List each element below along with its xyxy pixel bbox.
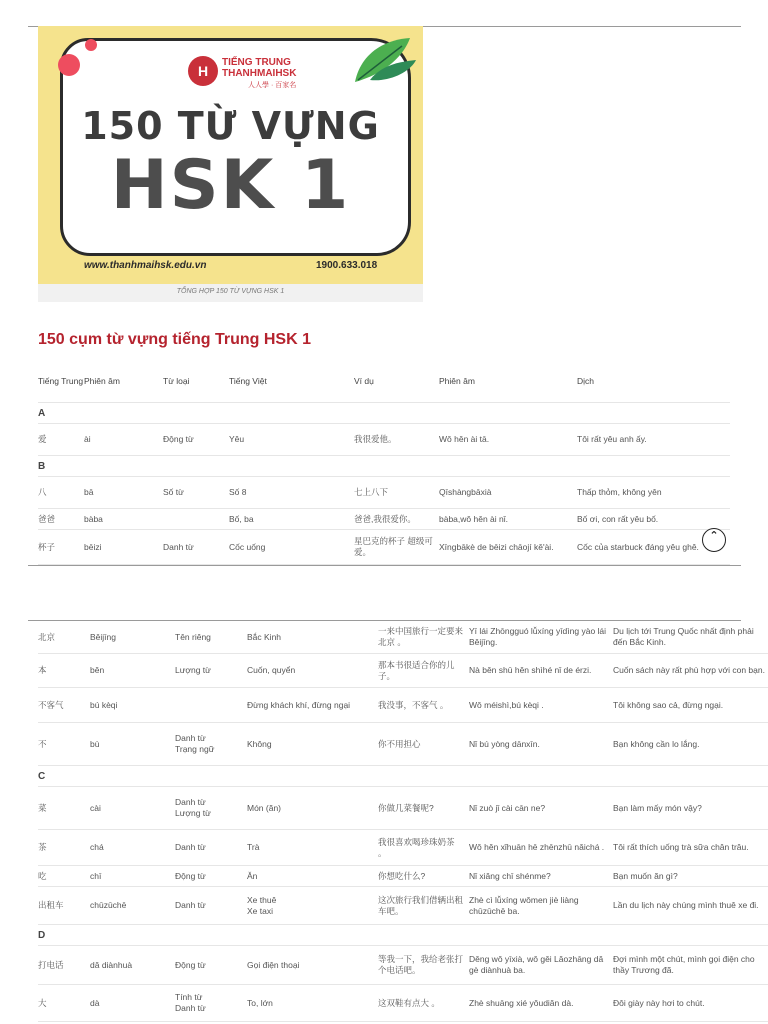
table-cell bbox=[163, 509, 229, 530]
table-cell: běn bbox=[90, 654, 175, 688]
table-row bbox=[38, 985, 768, 1022]
table-cell: Wǒ méishì,bú kèqi . bbox=[469, 688, 613, 723]
column-header: Dịch bbox=[577, 360, 730, 403]
table-row bbox=[38, 424, 730, 456]
table-cell: Zhè cì lǚxíng wǒmen jiè liàng chūzūchē ba. bbox=[469, 887, 613, 925]
table-cell: Ăn bbox=[247, 866, 378, 887]
column-header: Phiên âm bbox=[84, 360, 163, 403]
table-cell: bēizi bbox=[84, 530, 163, 565]
table-cell: Động từ bbox=[163, 424, 229, 456]
table-row bbox=[38, 654, 768, 688]
table-cell: bā bbox=[84, 477, 163, 509]
column-header: Tiếng Việt bbox=[229, 360, 354, 403]
table-cell: 你做几菜餐呢? bbox=[378, 787, 469, 830]
table-cell: Lần du lịch này chúng mình thuê xe đi. bbox=[613, 887, 768, 925]
table-row bbox=[38, 723, 768, 766]
leaf-icon bbox=[350, 32, 420, 88]
table-cell: Wǒ hěn ài tā. bbox=[439, 424, 577, 456]
table-cell: Tên riêng bbox=[175, 621, 247, 654]
table-cell: 七上八下 bbox=[354, 477, 439, 509]
table-cell: Nǐ bú yòng dānxīn. bbox=[469, 723, 613, 766]
table-cell: Danh từ bbox=[175, 887, 247, 925]
table-cell: 菜 bbox=[38, 787, 90, 830]
vocab-table-1 bbox=[38, 360, 730, 565]
table-cell: Danh từ bbox=[163, 530, 229, 565]
table-cell: Tôi không sao cả, đừng ngại. bbox=[613, 688, 768, 723]
section-letter: A bbox=[38, 403, 730, 424]
table-cell: Món (ăn) bbox=[247, 787, 378, 830]
banner-phone: 1900.633.018 bbox=[316, 260, 378, 271]
table-cell: Yêu bbox=[229, 424, 354, 456]
table-cell: Tôi rất yêu anh ấy. bbox=[577, 424, 730, 456]
table-cell: 一来中国旅行一定要来北京 。 bbox=[378, 621, 469, 654]
table-cell: cài bbox=[90, 787, 175, 830]
letter-section-row bbox=[38, 766, 768, 787]
scroll-to-top-button[interactable] bbox=[702, 528, 726, 552]
page-divider bbox=[28, 565, 741, 566]
table-cell: 茶 bbox=[38, 830, 90, 866]
table-cell: Thấp thỏm, không yên bbox=[577, 477, 730, 509]
table-cell: Động từ bbox=[175, 946, 247, 985]
table-cell: Số 8 bbox=[229, 477, 354, 509]
table-cell: Cốc uống bbox=[229, 530, 354, 565]
table-cell: 我很爱他。 bbox=[354, 424, 439, 456]
table-cell: 这次旅行我们借辆出租车吧。 bbox=[378, 887, 469, 925]
table-row bbox=[38, 887, 768, 925]
table-cell: Běijīng bbox=[90, 621, 175, 654]
table-cell: 那本书很适合你的儿子。 bbox=[378, 654, 469, 688]
banner-subtitle: HSK 1 bbox=[110, 146, 351, 225]
table-cell: Đôi giày này hơi to chút. bbox=[613, 985, 768, 1022]
table-cell: dà bbox=[90, 985, 175, 1022]
table-cell: 等我一下，我给老张打个电话吧。 bbox=[378, 946, 469, 985]
table-cell: To, lớn bbox=[247, 985, 378, 1022]
table-cell: Cuốn, quyển bbox=[247, 654, 378, 688]
table-cell: 爸爸 bbox=[38, 509, 84, 530]
table-cell: Danh từ bbox=[175, 830, 247, 866]
letter-section-row bbox=[38, 456, 730, 477]
table-row bbox=[38, 509, 730, 530]
section-letter: C bbox=[38, 766, 768, 787]
table-row bbox=[38, 866, 768, 887]
table-cell: Trà bbox=[247, 830, 378, 866]
column-header: Ví dụ bbox=[354, 360, 439, 403]
table-cell: 爸爸,我很爱你。 bbox=[354, 509, 439, 530]
table-cell: 出租车 bbox=[38, 887, 90, 925]
table-cell: Tính từ Danh từ bbox=[175, 985, 247, 1022]
table-cell: 我很喜欢喝珍珠奶茶 。 bbox=[378, 830, 469, 866]
table-cell: 不客气 bbox=[38, 688, 90, 723]
table-cell: Danh từ Lượng từ bbox=[175, 787, 247, 830]
table-cell: bàba bbox=[84, 509, 163, 530]
table-cell: Bố ơi, con rất yêu bố. bbox=[577, 509, 730, 530]
table-cell: Danh từ Trạng ngữ bbox=[175, 723, 247, 766]
table-cell: Xīngbākè de bēizi chāojí kě'ài. bbox=[439, 530, 577, 565]
table-cell: Du lịch tới Trung Quốc nhất định phải đến Bắc Kinh. bbox=[613, 621, 768, 654]
column-header: Từ loại bbox=[163, 360, 229, 403]
table-cell: 本 bbox=[38, 654, 90, 688]
table-header-row bbox=[38, 360, 730, 403]
table-cell: Tôi rất thích uống trà sữa chân trâu. bbox=[613, 830, 768, 866]
table-cell: Nà běn shū hěn shìhé nǐ de érzi. bbox=[469, 654, 613, 688]
brand-logo: H TIẾNG TRUNG THANHMAIHSK 人人學 · 百家名 bbox=[188, 56, 308, 88]
table-cell: Bắc Kinh bbox=[247, 621, 378, 654]
table-cell: Cốc của starbuck đáng yêu ghê. bbox=[577, 530, 730, 565]
table-row bbox=[38, 830, 768, 866]
chevron-up-icon: ⌃ bbox=[709, 529, 719, 542]
table-cell: 你不用担心 bbox=[378, 723, 469, 766]
table-cell: Số từ bbox=[163, 477, 229, 509]
image-caption: TỔNG HỢP 150 TỪ VỰNG HSK 1 bbox=[38, 284, 423, 302]
table-cell: chī bbox=[90, 866, 175, 887]
column-header: Tiếng Trung bbox=[38, 360, 84, 403]
decorative-dot bbox=[58, 54, 80, 76]
table-cell: Bố, ba bbox=[229, 509, 354, 530]
table-row bbox=[38, 621, 768, 654]
letter-section-row bbox=[38, 925, 768, 946]
section-heading: 150 cụm từ vựng tiếng Trung HSK 1 bbox=[38, 331, 311, 348]
table-cell: 这双鞋有点大 。 bbox=[378, 985, 469, 1022]
table-cell: Không bbox=[247, 723, 378, 766]
table-cell: dǎ diànhuà bbox=[90, 946, 175, 985]
table-cell: 打电话 bbox=[38, 946, 90, 985]
table-cell: Bạn làm mấy món vậy? bbox=[613, 787, 768, 830]
table-cell: 八 bbox=[38, 477, 84, 509]
table-row bbox=[38, 787, 768, 830]
table-cell: Nǐ zuò jǐ cài cān ne? bbox=[469, 787, 613, 830]
table-cell bbox=[175, 688, 247, 723]
table-cell: Zhè shuāng xié yǒudiǎn dà. bbox=[469, 985, 613, 1022]
table-cell: Bạn muốn ăn gì? bbox=[613, 866, 768, 887]
table-cell: Yī lái Zhōngguó lǚxíng yīdìng yào lái Běijīng. bbox=[469, 621, 613, 654]
table-cell: 爱 bbox=[38, 424, 84, 456]
table-cell: Cuốn sách này rất phù hợp với con bạn. bbox=[613, 654, 768, 688]
table-cell: Đợi mình một chút, mình gọi điện cho thầy Trương đã. bbox=[613, 946, 768, 985]
table-cell: chá bbox=[90, 830, 175, 866]
table-cell: 大 bbox=[38, 985, 90, 1022]
table-cell: 你想吃什么? bbox=[378, 866, 469, 887]
table-cell: Nǐ xiǎng chī shénme? bbox=[469, 866, 613, 887]
table-cell: 吃 bbox=[38, 866, 90, 887]
table-cell: 北京 bbox=[38, 621, 90, 654]
table-cell: Qīshàngbāxià bbox=[439, 477, 577, 509]
table-cell: bàba,wǒ hěn ài nǐ. bbox=[439, 509, 577, 530]
table-cell: 我没事，不客气 。 bbox=[378, 688, 469, 723]
table-cell: Děng wǒ yīxià, wǒ gěi Lǎozhāng dǎ gè diànhuà ba. bbox=[469, 946, 613, 985]
table-cell: Đừng khách khí, đừng ngại bbox=[247, 688, 378, 723]
table-cell: Lượng từ bbox=[175, 654, 247, 688]
table-row bbox=[38, 530, 730, 565]
table-cell: 不 bbox=[38, 723, 90, 766]
table-cell: chūzūchē bbox=[90, 887, 175, 925]
table-cell: ài bbox=[84, 424, 163, 456]
table-row bbox=[38, 477, 730, 509]
section-letter: D bbox=[38, 925, 768, 946]
hsk1-banner-image bbox=[38, 26, 423, 284]
table-row bbox=[38, 688, 768, 723]
table-cell: bù bbox=[90, 723, 175, 766]
table-row bbox=[38, 946, 768, 985]
letter-section-row bbox=[38, 403, 730, 424]
table-cell: Xe thuê Xe taxi bbox=[247, 887, 378, 925]
table-cell: Động từ bbox=[175, 866, 247, 887]
banner-website: www.thanhmaihsk.edu.vn bbox=[84, 260, 207, 271]
table-cell: bú kèqi bbox=[90, 688, 175, 723]
banner-title: 150 TỪ VỰNG bbox=[81, 104, 380, 148]
table-cell: Bạn không cần lo lắng. bbox=[613, 723, 768, 766]
column-header: Phiên âm bbox=[439, 360, 577, 403]
table-cell: Gọi điện thoại bbox=[247, 946, 378, 985]
table-cell: Wǒ hěn xǐhuān hē zhēnzhū nǎichá . bbox=[469, 830, 613, 866]
section-letter: B bbox=[38, 456, 730, 477]
table-cell: 星巴克的杯子 超级可爱。 bbox=[354, 530, 439, 565]
decorative-dot bbox=[85, 39, 97, 51]
vocab-table-2 bbox=[38, 621, 768, 1022]
table-cell: 杯子 bbox=[38, 530, 84, 565]
